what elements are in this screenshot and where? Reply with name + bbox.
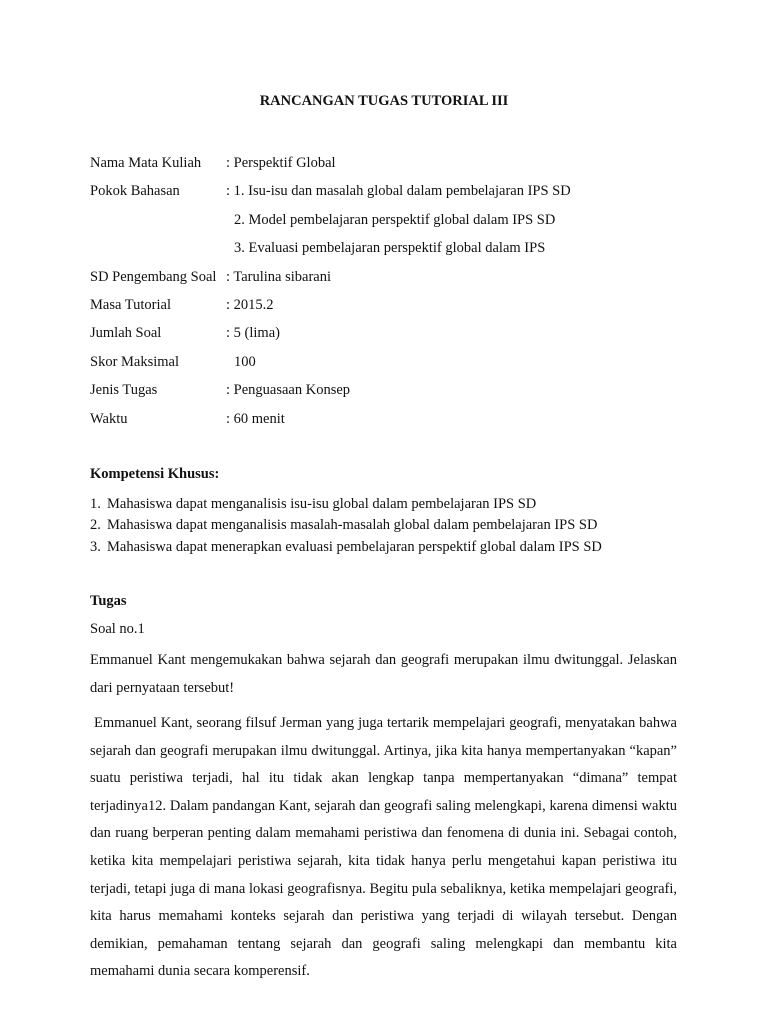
info-label: Masa Tutorial [90, 296, 171, 313]
info-label: SD Pengembang Soal [90, 268, 217, 285]
question-label: Soal no.1 [90, 621, 145, 637]
answer-paragraph [90, 710, 677, 986]
info-value: 2. Model pembelajaran perspektif global dalam IPS SD [234, 211, 556, 228]
kompetensi-heading: Kompetensi Khusus: [90, 466, 220, 482]
info-row-pokok-bahasan-3 [90, 238, 690, 266]
info-row-jenis-tugas [90, 380, 690, 408]
list-number: 1. [90, 496, 101, 512]
info-value: : Penguasaan Konsep [226, 382, 351, 399]
info-row-jumlah-soal [90, 323, 690, 351]
list-number: 2. [90, 517, 101, 534]
info-label: Nama Mata Kuliah [90, 155, 202, 171]
info-value: : Tarulina sibarani [226, 268, 332, 285]
list-text: Mahasiswa dapat menerapkan evaluasi pembelajaran perspektif global dalam IPS SD [107, 538, 602, 555]
list-text: Mahasiswa dapat menganalisis isu-isu global dalam pembelajaran IPS SD [107, 496, 537, 512]
info-label: Skor Maksimal [90, 353, 180, 370]
list-text: Mahasiswa dapat menganalisis masalah-masalah global dalam pembelajaran IPS SD [107, 517, 598, 534]
course-info [90, 153, 690, 437]
list-number: 3. [90, 538, 101, 555]
tugas-heading: Tugas [90, 593, 127, 609]
info-value: : 60 menit [226, 410, 285, 427]
info-row-sd-pengembang-soal [90, 267, 690, 295]
question-text: Emmanuel Kant mengemukakan bahwa sejarah dan geografi merupakan ilmu dwitunggal. Jelaskan dari pernyataan tersebut! [90, 652, 677, 696]
list-item [90, 515, 602, 536]
info-value: 3. Evaluasi pembelajaran perspektif global dalam IPS [234, 240, 546, 257]
info-row-skor-maksimal [90, 352, 690, 380]
info-row-pokok-bahasan [90, 181, 690, 209]
answer-text: Emmanuel Kant, seorang filsuf Jerman yang juga tertarik mempelajari geografi, menyatakan bahwa sejarah dan geografi merupakan ilmu dwitunggal. Artinya, jika kita hanya mempertanyakan “kapan” suatu peristiwa terjadi, hal itu tidak akan lengkap tanpa mempertanyakan “dimana” tempat terjadinya12. Dalam pandangan Kant, sejarah dan geografi saling melengkapi, karena dimensi waktu dan ruang berperan penting dalam memahami peristiwa dan fenomena di dunia ini. Sebagai contoh, ketika kita mempelajari peristiwa sejarah, kita tidak hanya perlu mengetahui kapan peristiwa itu terjadi, tetapi juga di mana lokasi geografisnya. Begitu pula sebaliknya, ketika mempelajari geografi, kita harus memahami konteks sejarah dan peristiwa yang terjadi di wilayah tersebut. Dengan demikian, pemahaman tentang sejarah dan geografi saling melengkapi dan membantu kita memahami dunia secara komperensif. [90, 715, 677, 980]
info-label: Jenis Tugas [90, 382, 158, 399]
info-value: : Perspektif Global [226, 155, 336, 171]
info-label: Waktu [90, 410, 128, 427]
list-item [90, 537, 602, 558]
info-value: 100 [234, 353, 256, 370]
info-value: : 2015.2 [226, 296, 274, 313]
info-row-waktu [90, 409, 690, 437]
info-row-pokok-bahasan-2 [90, 210, 690, 238]
list-item [90, 494, 602, 515]
document-title: RANCANGAN TUGAS TUTORIAL III [259, 93, 509, 109]
info-value: : 5 (lima) [226, 325, 280, 342]
info-value: : 1. Isu-isu dan masalah global dalam pembelajaran IPS SD [226, 183, 571, 200]
info-label: Pokok Bahasan [90, 183, 180, 200]
info-row-nama-mata-kuliah [90, 153, 690, 181]
kompetensi-list [90, 494, 602, 558]
info-row-masa-tutorial [90, 295, 690, 323]
info-label: Jumlah Soal [90, 325, 162, 342]
